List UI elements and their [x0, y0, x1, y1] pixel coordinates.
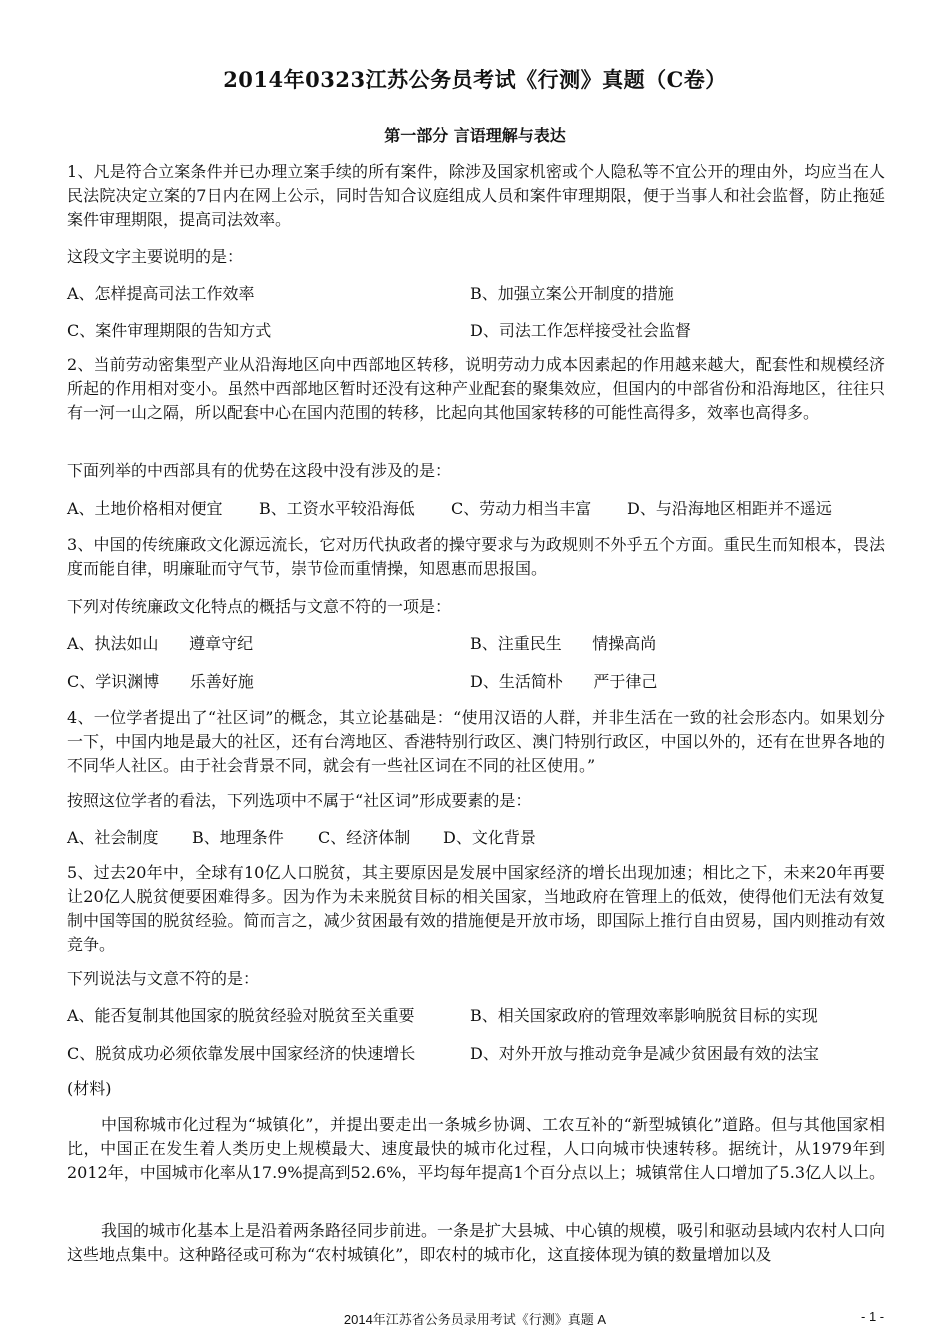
question-4-option-b: B、地理条件: [192, 828, 284, 847]
question-4-option-a: A、社会制度: [67, 828, 159, 847]
material-paragraph-2: 我国的城市化基本上是沿着两条路径同步前进。一条是扩大县城、中心镇的规模，吸引和驱动县域内农村人口向这些地点集中。这种路径或可称为“农村城镇化”，即农村的城市化，这直接体现为镇的数量增加以及: [67, 1221, 886, 1264]
question-1-option-d: D、司法工作怎样接受社会监督: [470, 321, 691, 340]
question-5-option-b: B、相关国家政府的管理效率影响脱贫目标的实现: [470, 1006, 818, 1025]
question-2-option-c: C、劳动力相当丰富: [451, 499, 592, 518]
question-4-option-c: C、经济体制: [318, 828, 411, 847]
question-4-stem: 4、一位学者提出了“社区词”的概念，其立论基础是：“使用汉语的人群，并非生活在一致的社会形态内。如果划分一下，中国内地是最大的社区，还有台湾地区、香港特别行政区、澳门特别行政区，中国以外的，还有在世界各地的不同华人社区。由于社会背景不同，就会有一些社区词在不同的社区使用。”: [67, 708, 885, 775]
question-3-prompt: 下列对传统廉政文化特点的概括与文意不符的一项是：: [67, 597, 452, 616]
question-1-option-a: A、怎样提高司法工作效率: [67, 284, 255, 303]
question-2-option-d: D、与沿海地区相距并不遥远: [627, 499, 832, 518]
question-2-stem: 2、当前劳动密集型产业从沿海地区向中西部地区转移，说明劳动力成本因素起的作用越来越大，配套性和规模经济所起的作用相对变小。虽然中西部地区暂时还没有这种产业配套的聚集效应，但国内的中部省份和沿海地区，往往只有一河一山之隔，所以配套中心在国内范围的转移，比起向其他国家转移的可能性高得多，效率也高得多。: [67, 355, 885, 422]
material-paragraph-1: 中国称城市化过程为“城镇化”，并提出要走出一条城乡协调、工农互补的“新型城镇化”道路。但与其他国家相比，中国正在发生着人类历史上规模最大、速度最快的城市化过程，人口向城市快速转移。据统计，从1979年到2012年，中国城市化率从17.9%提高到52.6%，平均每年提高1个百分点以上；城镇常住人口增加了5.3亿人以上。: [67, 1115, 886, 1182]
question-2-option-a: A、土地价格相对便宜: [67, 499, 223, 518]
document-title: 2014年0323江苏公务员考试《行测》真题（C卷）: [223, 67, 727, 92]
question-5-option-d: D、对外开放与推动竞争是减少贫困最有效的法宝: [470, 1044, 819, 1063]
question-1-option-b: B、加强立案公开制度的措施: [470, 284, 674, 303]
page-number: - 1 -: [861, 1309, 885, 1324]
question-3-stem: 3、中国的传统廉政文化源远流长，它对历代执政者的操守要求与为政规则不外乎五个方面。重民生而知根本，畏法度而能自律，明廉耻而守气节，崇节俭而重情操，知恩惠而思报国。: [67, 535, 885, 578]
page-footer: 2014年江苏省公务员录用考试《行测》真题 A: [343, 1312, 607, 1327]
question-2-prompt: 下面列举的中西部具有的优势在这段中没有涉及的是：: [67, 461, 452, 480]
question-5-prompt: 下列说法与文意不符的是：: [67, 969, 260, 988]
question-5-stem: 5、过去20年中，全球有10亿人口脱贫，其主要原因是发展中国家经济的增长出现加速；相比之下，未来20年再要让20亿人脱贫便要困难得多。因为作为未来脱贫目标的相关国家，当地政府在管理上的低效，使得他们无法有效复制中国等国的脱贫经验。简而言之，减少贫困最有效的措施便是开放市场，即国际上推行自由贸易，国内则推动有效竞争。: [67, 863, 885, 954]
question-1-option-c: C、案件审理期限的告知方式: [67, 321, 272, 340]
question-1-prompt: 这段文字主要说明的是：: [67, 247, 244, 266]
question-3-option-c: C、学识渊博 乐善好施: [67, 672, 254, 691]
question-5-option-c: C、脱贫成功必须依靠发展中国家经济的快速增长: [67, 1044, 416, 1063]
question-2-option-b: B、工资水平较沿海低: [259, 499, 415, 518]
section-heading: 第一部分 言语理解与表达: [384, 126, 566, 145]
question-1-stem: 1、凡是符合立案条件并已办理立案手续的所有案件，除涉及国家机密或个人隐私等不宜公开的理由外，均应当在人民法院决定立案的7日内在网上公示，同时告知合议庭组成人员和案件审理期限，便于当事人和社会监督，防止拖延案件审理期限，提高司法效率。: [67, 162, 885, 229]
question-4-option-d: D、文化背景: [443, 828, 536, 847]
question-5-option-a: A、能否复制其他国家的脱贫经验对脱贫至关重要: [67, 1006, 415, 1025]
question-3-option-b: B、注重民生 情操高尚: [470, 634, 657, 653]
question-3-option-a: A、执法如山 遵章守纪: [67, 634, 254, 653]
question-4-prompt: 按照这位学者的看法，下列选项中不属于“社区词”形成要素的是：: [67, 791, 532, 810]
question-3-option-d: D、生活简朴 严于律己: [470, 672, 658, 691]
material-label: (材料): [67, 1079, 112, 1098]
